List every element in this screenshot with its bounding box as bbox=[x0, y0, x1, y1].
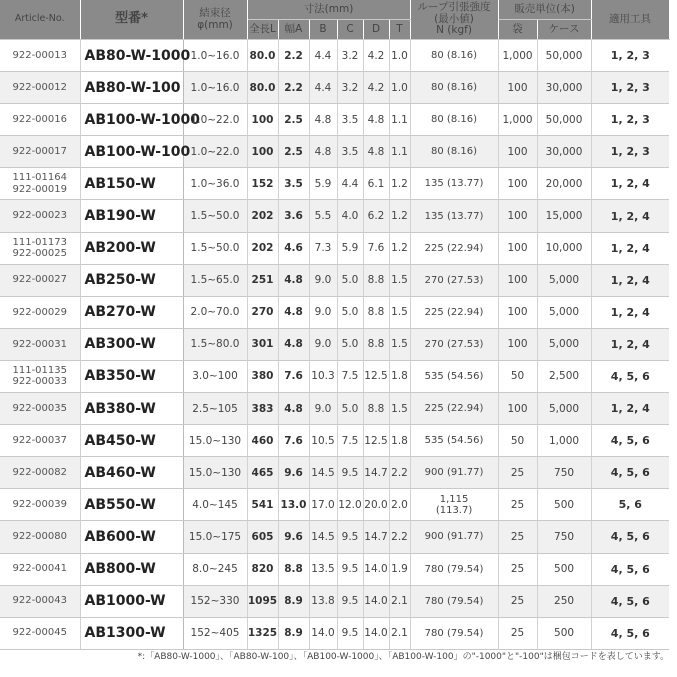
article-no-cell: 922-00045 bbox=[0, 617, 80, 649]
header-dimensions: 寸法(mm) bbox=[247, 0, 410, 20]
width-a-cell: 7.6 bbox=[278, 425, 309, 457]
article-no-cell: 922-00043 bbox=[0, 585, 80, 617]
length-cell: 460 bbox=[247, 425, 278, 457]
table-row bbox=[0, 553, 669, 585]
bundle-diameter-cell: 1.5~80.0 bbox=[183, 328, 247, 360]
model-cell: AB350-W bbox=[80, 360, 183, 392]
length-cell: 152 bbox=[247, 168, 278, 200]
bundle-diameter-cell: 152~405 bbox=[183, 617, 247, 649]
dim-d-cell: 14.7 bbox=[363, 521, 389, 553]
dim-c-cell: 9.5 bbox=[337, 553, 363, 585]
model-cell: AB100-W-1000 bbox=[80, 104, 183, 136]
case-unit-cell: 750 bbox=[537, 521, 591, 553]
dim-c-cell: 5.0 bbox=[337, 328, 363, 360]
table-row bbox=[0, 489, 669, 521]
case-unit-cell: 20,000 bbox=[537, 168, 591, 200]
dim-b-cell: 9.0 bbox=[309, 393, 337, 425]
loop-strength-cell: 225 (22.94) bbox=[410, 232, 498, 264]
model-cell: AB150-W bbox=[80, 168, 183, 200]
case-unit-cell: 250 bbox=[537, 585, 591, 617]
article-no-cell: 922-00013 bbox=[0, 40, 80, 72]
dim-t-cell: 1.8 bbox=[389, 425, 410, 457]
length-cell: 380 bbox=[247, 360, 278, 392]
table-row bbox=[0, 104, 669, 136]
dim-d-cell: 8.8 bbox=[363, 264, 389, 296]
article-no-cell: 922-00082 bbox=[0, 457, 80, 489]
table-row bbox=[0, 72, 669, 104]
model-cell: AB550-W bbox=[80, 489, 183, 521]
length-cell: 100 bbox=[247, 136, 278, 168]
bag-unit-cell: 25 bbox=[498, 617, 537, 649]
bag-unit-cell: 100 bbox=[498, 328, 537, 360]
dim-b-cell: 4.8 bbox=[309, 136, 337, 168]
bag-unit-cell: 25 bbox=[498, 457, 537, 489]
width-a-cell: 4.6 bbox=[278, 232, 309, 264]
dim-b-cell: 7.3 bbox=[309, 232, 337, 264]
model-cell: AB250-W bbox=[80, 264, 183, 296]
width-a-cell: 8.9 bbox=[278, 617, 309, 649]
article-no-cell-line2: 922-00019 bbox=[12, 183, 67, 195]
article-no-cell: 922-00037 bbox=[0, 425, 80, 457]
width-a-cell: 3.5 bbox=[278, 168, 309, 200]
bag-unit-cell: 1,000 bbox=[498, 40, 537, 72]
width-a-cell: 9.6 bbox=[278, 457, 309, 489]
dim-b-cell: 5.9 bbox=[309, 168, 337, 200]
bag-unit-cell: 100 bbox=[498, 200, 537, 232]
case-unit-cell: 50,000 bbox=[537, 40, 591, 72]
dim-c-cell: 5.9 bbox=[337, 232, 363, 264]
tools-cell: 1, 2, 4 bbox=[591, 232, 669, 264]
header-loop-strength-label: ループ引張強度 bbox=[417, 1, 491, 14]
header-model: 型番* bbox=[80, 0, 183, 40]
dim-t-cell: 1.5 bbox=[389, 328, 410, 360]
case-unit-cell: 5,000 bbox=[537, 328, 591, 360]
loop-strength-cell-line2: (113.7) bbox=[435, 504, 473, 516]
dim-t-cell: 1.2 bbox=[389, 232, 410, 264]
table-row bbox=[0, 136, 669, 168]
loop-strength-cell: 270 (27.53) bbox=[410, 264, 498, 296]
article-no-cell-line1: 111-01164 bbox=[12, 172, 67, 184]
model-cell: AB270-W bbox=[80, 296, 183, 328]
dim-t-cell: 1.1 bbox=[389, 104, 410, 136]
tools-cell: 1, 2, 4 bbox=[591, 296, 669, 328]
article-no-cell: 922-00023 bbox=[0, 200, 80, 232]
bag-unit-cell: 100 bbox=[498, 168, 537, 200]
dim-c-cell: 5.0 bbox=[337, 296, 363, 328]
dim-b-cell: 17.0 bbox=[309, 489, 337, 521]
model-cell: AB1000-W bbox=[80, 585, 183, 617]
table-row bbox=[0, 425, 669, 457]
loop-strength-cell: 225 (22.94) bbox=[410, 296, 498, 328]
length-cell: 270 bbox=[247, 296, 278, 328]
article-no-cell: 922-00016 bbox=[0, 104, 80, 136]
case-unit-cell: 500 bbox=[537, 489, 591, 521]
dim-b-cell: 9.0 bbox=[309, 328, 337, 360]
dim-c-cell: 3.2 bbox=[337, 40, 363, 72]
header-dim-L: 全長L bbox=[247, 20, 278, 40]
dim-t-cell: 2.0 bbox=[389, 489, 410, 521]
dim-c-cell: 4.4 bbox=[337, 168, 363, 200]
article-no-cell: 922-00027 bbox=[0, 264, 80, 296]
model-cell: AB80-W-100 bbox=[80, 72, 183, 104]
width-a-cell: 2.5 bbox=[278, 104, 309, 136]
case-unit-cell: 500 bbox=[537, 617, 591, 649]
dim-d-cell: 14.0 bbox=[363, 585, 389, 617]
dim-d-cell: 14.0 bbox=[363, 553, 389, 585]
width-a-cell: 3.6 bbox=[278, 200, 309, 232]
article-no-cell: 922-00039 bbox=[0, 489, 80, 521]
header-tools: 適用工具 bbox=[591, 0, 669, 40]
dim-d-cell: 4.8 bbox=[363, 136, 389, 168]
bundle-diameter-cell: 2.0~70.0 bbox=[183, 296, 247, 328]
footnote: *:「AB80-W-1000」、「AB80-W-100」、「AB100-W-1000」、「AB100-W-100」の"-1000"と"-100"は梱包コードを表しています。 bbox=[137, 652, 669, 662]
dim-c-cell: 9.5 bbox=[337, 457, 363, 489]
width-a-cell: 8.8 bbox=[278, 553, 309, 585]
length-cell: 301 bbox=[247, 328, 278, 360]
loop-strength-cell: 535 (54.56) bbox=[410, 360, 498, 392]
dim-t-cell: 1.0 bbox=[389, 72, 410, 104]
dim-d-cell: 8.8 bbox=[363, 393, 389, 425]
dim-t-cell: 2.1 bbox=[389, 585, 410, 617]
dim-b-cell: 13.5 bbox=[309, 553, 337, 585]
length-cell: 820 bbox=[247, 553, 278, 585]
bag-unit-cell: 100 bbox=[498, 264, 537, 296]
dim-d-cell: 14.0 bbox=[363, 617, 389, 649]
bundle-diameter-cell: 15.0~130 bbox=[183, 457, 247, 489]
bag-unit-cell: 25 bbox=[498, 489, 537, 521]
bag-unit-cell: 100 bbox=[498, 72, 537, 104]
dim-b-cell: 14.5 bbox=[309, 521, 337, 553]
tools-cell: 4, 5, 6 bbox=[591, 425, 669, 457]
article-no-cell bbox=[0, 232, 80, 264]
dim-t-cell: 2.1 bbox=[389, 617, 410, 649]
length-cell: 1325 bbox=[247, 617, 278, 649]
dim-b-cell: 10.5 bbox=[309, 425, 337, 457]
dim-t-cell: 1.1 bbox=[389, 136, 410, 168]
loop-strength-cell: 80 (8.16) bbox=[410, 40, 498, 72]
loop-strength-cell-line1: 1,115 bbox=[439, 493, 469, 505]
case-unit-cell: 5,000 bbox=[537, 264, 591, 296]
dim-d-cell: 6.1 bbox=[363, 168, 389, 200]
dim-b-cell: 10.3 bbox=[309, 360, 337, 392]
header-dim-C: C bbox=[337, 20, 363, 40]
bag-unit-cell: 100 bbox=[498, 232, 537, 264]
dim-c-cell: 12.0 bbox=[337, 489, 363, 521]
loop-strength-cell: 80 (8.16) bbox=[410, 72, 498, 104]
tools-cell: 1, 2, 3 bbox=[591, 40, 669, 72]
header-unit-bag: 袋 bbox=[498, 20, 537, 40]
loop-strength-cell: 270 (27.53) bbox=[410, 328, 498, 360]
dim-c-cell: 3.5 bbox=[337, 136, 363, 168]
bundle-diameter-cell: 1.5~65.0 bbox=[183, 264, 247, 296]
article-no-cell: 922-00029 bbox=[0, 296, 80, 328]
width-a-cell: 4.8 bbox=[278, 264, 309, 296]
table-row bbox=[0, 200, 669, 232]
model-cell: AB190-W bbox=[80, 200, 183, 232]
bundle-diameter-cell: 1.0~16.0 bbox=[183, 40, 247, 72]
length-cell: 383 bbox=[247, 393, 278, 425]
dim-c-cell: 4.0 bbox=[337, 200, 363, 232]
dim-c-cell: 9.5 bbox=[337, 617, 363, 649]
table-row bbox=[0, 40, 669, 72]
dim-b-cell: 13.8 bbox=[309, 585, 337, 617]
length-cell: 1095 bbox=[247, 585, 278, 617]
dim-c-cell: 5.0 bbox=[337, 393, 363, 425]
loop-strength-cell: 135 (13.77) bbox=[410, 168, 498, 200]
loop-strength-cell: 900 (91.77) bbox=[410, 521, 498, 553]
tools-cell: 4, 5, 6 bbox=[591, 360, 669, 392]
article-no-cell: 922-00017 bbox=[0, 136, 80, 168]
model-cell: AB1300-W bbox=[80, 617, 183, 649]
case-unit-cell: 750 bbox=[537, 457, 591, 489]
dim-t-cell: 2.2 bbox=[389, 521, 410, 553]
width-a-cell: 2.5 bbox=[278, 136, 309, 168]
header-bundle-diameter-label: 結束径 bbox=[199, 6, 231, 19]
header-loop-strength-note: (最小値) bbox=[434, 12, 474, 25]
width-a-cell: 2.2 bbox=[278, 40, 309, 72]
model-cell: AB450-W bbox=[80, 425, 183, 457]
width-a-cell: 9.6 bbox=[278, 521, 309, 553]
bundle-diameter-cell: 1.0~22.0 bbox=[183, 136, 247, 168]
dim-c-cell: 9.5 bbox=[337, 521, 363, 553]
dim-b-cell: 4.8 bbox=[309, 104, 337, 136]
article-no-cell-line2: 922-00033 bbox=[12, 376, 67, 388]
loop-strength-cell: 80 (8.16) bbox=[410, 136, 498, 168]
bag-unit-cell: 100 bbox=[498, 136, 537, 168]
header-dim-T: T bbox=[389, 20, 410, 40]
model-cell: AB380-W bbox=[80, 393, 183, 425]
table-row bbox=[0, 168, 669, 200]
article-no-cell: 922-00080 bbox=[0, 521, 80, 553]
width-a-cell: 8.9 bbox=[278, 585, 309, 617]
dim-t-cell: 1.5 bbox=[389, 264, 410, 296]
bundle-diameter-cell: 1.0~16.0 bbox=[183, 72, 247, 104]
bag-unit-cell: 50 bbox=[498, 360, 537, 392]
loop-strength-cell bbox=[410, 489, 498, 521]
dim-c-cell: 3.5 bbox=[337, 104, 363, 136]
dim-d-cell: 12.5 bbox=[363, 360, 389, 392]
dim-d-cell: 8.8 bbox=[363, 328, 389, 360]
dim-t-cell: 1.9 bbox=[389, 553, 410, 585]
dim-b-cell: 5.5 bbox=[309, 200, 337, 232]
tools-cell: 1, 2, 4 bbox=[591, 328, 669, 360]
tools-cell: 1, 2, 3 bbox=[591, 136, 669, 168]
length-cell: 251 bbox=[247, 264, 278, 296]
bag-unit-cell: 25 bbox=[498, 585, 537, 617]
dim-b-cell: 9.0 bbox=[309, 264, 337, 296]
case-unit-cell: 30,000 bbox=[537, 136, 591, 168]
dim-b-cell: 14.0 bbox=[309, 617, 337, 649]
case-unit-cell: 1,000 bbox=[537, 425, 591, 457]
bag-unit-cell: 1,000 bbox=[498, 104, 537, 136]
tools-cell: 1, 2, 3 bbox=[591, 72, 669, 104]
width-a-cell: 4.8 bbox=[278, 296, 309, 328]
dim-b-cell: 9.0 bbox=[309, 296, 337, 328]
article-no-cell bbox=[0, 360, 80, 392]
table-row bbox=[0, 232, 669, 264]
dim-t-cell: 1.0 bbox=[389, 40, 410, 72]
article-no-cell: 922-00031 bbox=[0, 328, 80, 360]
length-cell: 100 bbox=[247, 104, 278, 136]
article-no-cell: 922-00035 bbox=[0, 393, 80, 425]
header-dim-A: 幅A bbox=[278, 20, 309, 40]
tools-cell: 1, 2, 4 bbox=[591, 393, 669, 425]
case-unit-cell: 5,000 bbox=[537, 296, 591, 328]
bag-unit-cell: 100 bbox=[498, 296, 537, 328]
length-cell: 202 bbox=[247, 200, 278, 232]
case-unit-cell: 15,000 bbox=[537, 200, 591, 232]
tools-cell: 1, 2, 3 bbox=[591, 104, 669, 136]
length-cell: 465 bbox=[247, 457, 278, 489]
case-unit-cell: 10,000 bbox=[537, 232, 591, 264]
length-cell: 605 bbox=[247, 521, 278, 553]
dim-b-cell: 14.5 bbox=[309, 457, 337, 489]
loop-strength-cell: 900 (91.77) bbox=[410, 457, 498, 489]
model-cell: AB100-W-100 bbox=[80, 136, 183, 168]
tools-cell: 4, 5, 6 bbox=[591, 617, 669, 649]
loop-strength-cell: 225 (22.94) bbox=[410, 393, 498, 425]
length-cell: 541 bbox=[247, 489, 278, 521]
dim-t-cell: 1.2 bbox=[389, 168, 410, 200]
loop-strength-cell: 80 (8.16) bbox=[410, 104, 498, 136]
bundle-diameter-cell: 1.0~22.0 bbox=[183, 104, 247, 136]
model-cell: AB460-W bbox=[80, 457, 183, 489]
table-row bbox=[0, 264, 669, 296]
model-cell: AB300-W bbox=[80, 328, 183, 360]
header-row-top bbox=[0, 0, 669, 20]
table-row bbox=[0, 328, 669, 360]
bundle-diameter-cell: 3.0~100 bbox=[183, 360, 247, 392]
table-row bbox=[0, 360, 669, 392]
case-unit-cell: 500 bbox=[537, 553, 591, 585]
length-cell: 80.0 bbox=[247, 40, 278, 72]
table-row bbox=[0, 296, 669, 328]
header-bundle-diameter bbox=[183, 0, 247, 40]
bundle-diameter-cell: 1.5~50.0 bbox=[183, 200, 247, 232]
header-bundle-diameter-unit: φ(mm) bbox=[197, 18, 233, 31]
dim-t-cell: 1.5 bbox=[389, 393, 410, 425]
bundle-diameter-cell: 15.0~175 bbox=[183, 521, 247, 553]
width-a-cell: 2.2 bbox=[278, 72, 309, 104]
loop-strength-cell: 135 (13.77) bbox=[410, 200, 498, 232]
dim-d-cell: 8.8 bbox=[363, 296, 389, 328]
bag-unit-cell: 50 bbox=[498, 425, 537, 457]
dim-t-cell: 2.2 bbox=[389, 457, 410, 489]
dim-d-cell: 14.7 bbox=[363, 457, 389, 489]
article-no-cell bbox=[0, 168, 80, 200]
table-row bbox=[0, 617, 669, 649]
dim-b-cell: 4.4 bbox=[309, 40, 337, 72]
tools-cell: 4, 5, 6 bbox=[591, 553, 669, 585]
dim-t-cell: 1.2 bbox=[389, 200, 410, 232]
bundle-diameter-cell: 15.0~130 bbox=[183, 425, 247, 457]
article-no-cell-line1: 111-01173 bbox=[12, 236, 67, 248]
tools-cell: 4, 5, 6 bbox=[591, 521, 669, 553]
header-loop-strength-unit: N (kgf) bbox=[436, 24, 472, 37]
tools-cell: 1, 2, 4 bbox=[591, 168, 669, 200]
model-cell: AB800-W bbox=[80, 553, 183, 585]
dim-d-cell: 12.5 bbox=[363, 425, 389, 457]
width-a-cell: 13.0 bbox=[278, 489, 309, 521]
table-row bbox=[0, 585, 669, 617]
bag-unit-cell: 25 bbox=[498, 553, 537, 585]
case-unit-cell: 30,000 bbox=[537, 72, 591, 104]
header-loop-strength bbox=[410, 0, 498, 40]
dim-c-cell: 5.0 bbox=[337, 264, 363, 296]
dim-d-cell: 6.2 bbox=[363, 200, 389, 232]
dim-t-cell: 1.5 bbox=[389, 296, 410, 328]
bundle-diameter-cell: 8.0~245 bbox=[183, 553, 247, 585]
table-row bbox=[0, 393, 669, 425]
bag-unit-cell: 100 bbox=[498, 393, 537, 425]
loop-strength-cell: 780 (79.54) bbox=[410, 553, 498, 585]
table-body bbox=[0, 40, 669, 650]
model-cell: AB80-W-1000 bbox=[80, 40, 183, 72]
header-unit-case: ケース bbox=[537, 20, 591, 40]
header-sales-unit: 販売単位(本) bbox=[498, 0, 591, 20]
bundle-diameter-cell: 1.5~50.0 bbox=[183, 232, 247, 264]
loop-strength-cell: 780 (79.54) bbox=[410, 617, 498, 649]
tools-cell: 5, 6 bbox=[591, 489, 669, 521]
bag-unit-cell: 25 bbox=[498, 521, 537, 553]
bundle-diameter-cell: 2.5~105 bbox=[183, 393, 247, 425]
case-unit-cell: 5,000 bbox=[537, 393, 591, 425]
model-cell: AB200-W bbox=[80, 232, 183, 264]
header-dim-B: B bbox=[309, 20, 337, 40]
tools-cell: 4, 5, 6 bbox=[591, 585, 669, 617]
article-no-cell: 922-00041 bbox=[0, 553, 80, 585]
table-row bbox=[0, 521, 669, 553]
dim-c-cell: 3.2 bbox=[337, 72, 363, 104]
dim-d-cell: 4.2 bbox=[363, 72, 389, 104]
dim-t-cell: 1.8 bbox=[389, 360, 410, 392]
tools-cell: 4, 5, 6 bbox=[591, 457, 669, 489]
article-no-cell-line1: 111-01135 bbox=[12, 364, 67, 376]
bundle-diameter-cell: 1.0~36.0 bbox=[183, 168, 247, 200]
table-row bbox=[0, 457, 669, 489]
case-unit-cell: 50,000 bbox=[537, 104, 591, 136]
dim-c-cell: 7.5 bbox=[337, 425, 363, 457]
case-unit-cell: 2,500 bbox=[537, 360, 591, 392]
width-a-cell: 4.8 bbox=[278, 328, 309, 360]
loop-strength-cell: 535 (54.56) bbox=[410, 425, 498, 457]
bundle-diameter-cell: 152~330 bbox=[183, 585, 247, 617]
model-cell: AB600-W bbox=[80, 521, 183, 553]
dim-c-cell: 7.5 bbox=[337, 360, 363, 392]
width-a-cell: 4.8 bbox=[278, 393, 309, 425]
dim-d-cell: 7.6 bbox=[363, 232, 389, 264]
dim-d-cell: 20.0 bbox=[363, 489, 389, 521]
loop-strength-cell: 780 (79.54) bbox=[410, 585, 498, 617]
header-dim-D: D bbox=[363, 20, 389, 40]
dim-c-cell: 9.5 bbox=[337, 585, 363, 617]
dim-d-cell: 4.2 bbox=[363, 40, 389, 72]
article-no-cell: 922-00012 bbox=[0, 72, 80, 104]
dim-d-cell: 4.8 bbox=[363, 104, 389, 136]
header-article-no: Article-No. bbox=[0, 0, 80, 40]
tools-cell: 1, 2, 4 bbox=[591, 200, 669, 232]
tools-cell: 1, 2, 4 bbox=[591, 264, 669, 296]
dim-b-cell: 4.4 bbox=[309, 72, 337, 104]
article-no-cell-line2: 922-00025 bbox=[12, 248, 67, 260]
bundle-diameter-cell: 4.0~145 bbox=[183, 489, 247, 521]
length-cell: 202 bbox=[247, 232, 278, 264]
length-cell: 80.0 bbox=[247, 72, 278, 104]
width-a-cell: 7.6 bbox=[278, 360, 309, 392]
